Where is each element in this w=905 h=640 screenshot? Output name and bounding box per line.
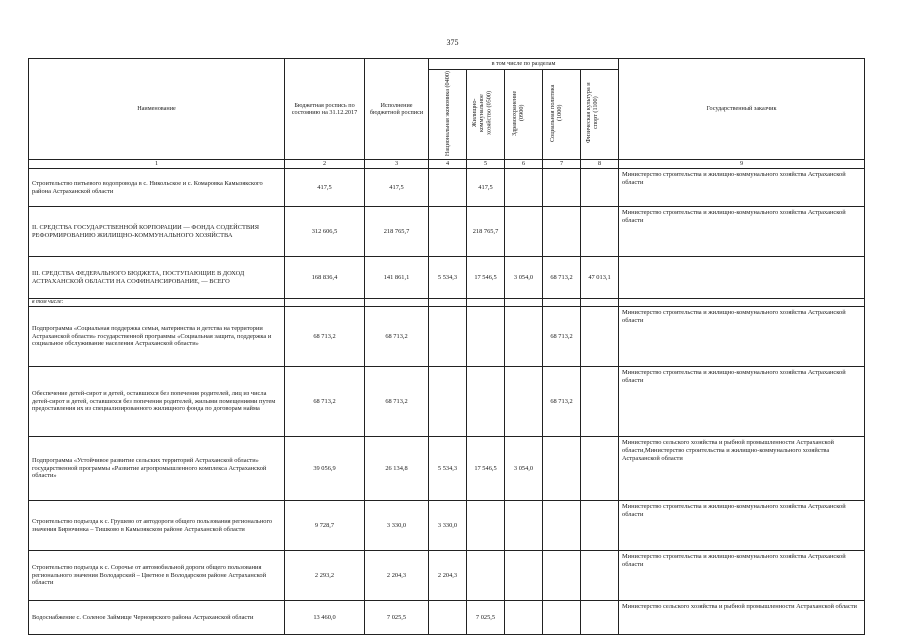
row-s1100 <box>581 501 619 551</box>
header-section-0500: Жилищно-коммунальное хозяйство (0500) <box>467 69 505 160</box>
row-customer: Министерство строительства и жилищно-коммунального хозяйства Астраханской области <box>619 501 865 551</box>
table-row <box>29 437 865 501</box>
row-s1100 <box>581 551 619 601</box>
page-number: 375 <box>446 38 459 47</box>
row-s0900 <box>505 307 543 367</box>
header-section-1100: Физическая культура и спорт (1100) <box>581 69 619 160</box>
row-s0900 <box>505 207 543 257</box>
row-s1100: 47 013,1 <box>581 257 619 299</box>
row-name: Подпрограмма «Устойчивое развитие сельских территорий Астраханской области» государственной программы «Развитие агропромышленного комплекса Астраханской области» <box>29 437 285 501</box>
row-budget: 168 836,4 <box>285 257 365 299</box>
note-row <box>29 299 865 307</box>
row-s0500: 7 025,5 <box>467 601 505 635</box>
row-customer: Министерство сельского хозяйства и рыбной промышленности Астраханской области,Министерство строительства и жилищно-коммунального хозяйства Астраханской области <box>619 437 865 501</box>
row-s0500: 17 546,5 <box>467 437 505 501</box>
budget-execution-table <box>28 58 865 635</box>
row-s0400: 5 534,3 <box>429 437 467 501</box>
row-name: Строительство подъезда к с. Сорочье от автомобильной дороги общего пользования регионального значения Володарский – Цветное в Володарском районе Астраханской области <box>29 551 285 601</box>
col-number: 7 <box>543 160 581 169</box>
row-s0500: 417,5 <box>467 169 505 207</box>
header-section-1000: Социальная политика (1000) <box>543 69 581 160</box>
col-number: 4 <box>429 160 467 169</box>
note-text: в том числе: <box>29 299 285 307</box>
row-s0400 <box>429 169 467 207</box>
row-s1000 <box>543 501 581 551</box>
row-budget: 39 056,9 <box>285 437 365 501</box>
row-s0500 <box>467 501 505 551</box>
row-s0500 <box>467 551 505 601</box>
row-customer: Министерство строительства и жилищно-коммунального хозяйства Астраханской области <box>619 367 865 437</box>
row-s0400: 3 330,0 <box>429 501 467 551</box>
row-s1100 <box>581 367 619 437</box>
table-row <box>29 501 865 551</box>
row-customer: Министерство строительства и жилищно-коммунального хозяйства Астраханской области <box>619 169 865 207</box>
row-s1000 <box>543 601 581 635</box>
row-budget: 9 728,7 <box>285 501 365 551</box>
col-number: 6 <box>505 160 543 169</box>
table-row <box>29 257 865 299</box>
header-customer: Государственный заказчик <box>619 59 865 160</box>
row-exec: 68 713,2 <box>365 367 429 437</box>
row-exec: 218 765,7 <box>365 207 429 257</box>
row-budget: 2 293,2 <box>285 551 365 601</box>
row-name: Строительство подъезда к с. Грушево от автодороги общего пользования регионального значения Бирючинка – Тишково в Камызякском районе Астраханской области <box>29 501 285 551</box>
table-row <box>29 367 865 437</box>
row-s1100 <box>581 437 619 501</box>
table-row <box>29 169 865 207</box>
row-name: Подпрограмма «Социальная поддержка семьи, материнства и детства на территории Астраханской области» государственной программы «Социальная защита, поддержка и социальное обслуживание населения Астраханской области» <box>29 307 285 367</box>
row-budget: 417,5 <box>285 169 365 207</box>
row-name: III. СРЕДСТВА ФЕДЕРАЛЬНОГО БЮДЖЕТА, ПОСТУПАЮЩИЕ В ДОХОД АСТРАХАНСКОЙ ОБЛАСТИ НА СОФИНАНСИРОВАНИЕ, — ВСЕГО <box>29 257 285 299</box>
row-customer: Министерство строительства и жилищно-коммунального хозяйства Астраханской области <box>619 307 865 367</box>
col-number: 9 <box>619 160 865 169</box>
row-s1000: 68 713,2 <box>543 307 581 367</box>
row-budget: 68 713,2 <box>285 367 365 437</box>
header-section-0400: Национальная экономика (0400) <box>429 69 467 160</box>
header-sections-group: в том числе по разделам <box>429 59 619 70</box>
row-s1100 <box>581 601 619 635</box>
header-name: Наименование <box>29 59 285 160</box>
col-number: 1 <box>29 160 285 169</box>
col-number: 8 <box>581 160 619 169</box>
row-s0900 <box>505 367 543 437</box>
row-name: Обеспечение детей-сирот и детей, оставшихся без попечения родителей, лиц из числа детей-сирот и детей, оставшихся без попечения родителей, жилыми помещениями путем предоставления их из специализированного жилищного фонда по договорам найма <box>29 367 285 437</box>
row-budget: 312 606,5 <box>285 207 365 257</box>
row-s1000: 68 713,2 <box>543 257 581 299</box>
row-s0400 <box>429 367 467 437</box>
row-s0900 <box>505 551 543 601</box>
row-s1000: 68 713,2 <box>543 367 581 437</box>
row-customer <box>619 257 865 299</box>
row-name: Строительство питьевого водопровода в с. Никольское и с. Комаровка Камызякского района Астраханской области <box>29 169 285 207</box>
row-name: Водоснабжение с. Соленое Займище Черноярского района Астраханской области <box>29 601 285 635</box>
row-s0400: 2 204,3 <box>429 551 467 601</box>
table-row <box>29 551 865 601</box>
row-customer: Министерство строительства и жилищно-коммунального хозяйства Астраханской области <box>619 207 865 257</box>
row-name: II. СРЕДСТВА ГОСУДАРСТВЕННОЙ КОРПОРАЦИИ — ФОНДА СОДЕЙСТВИЯ РЕФОРМИРОВАНИЮ ЖИЛИЩНО-КОММУНАЛЬНОГО ХОЗЯЙСТВА <box>29 207 285 257</box>
row-customer: Министерство строительства и жилищно-коммунального хозяйства Астраханской области <box>619 551 865 601</box>
row-s0500: 17 546,5 <box>467 257 505 299</box>
row-s1100 <box>581 207 619 257</box>
row-s1000 <box>543 207 581 257</box>
table-row <box>29 307 865 367</box>
row-budget: 68 713,2 <box>285 307 365 367</box>
row-s1000 <box>543 551 581 601</box>
row-s0500 <box>467 367 505 437</box>
row-exec: 3 330,0 <box>365 501 429 551</box>
row-exec: 141 861,1 <box>365 257 429 299</box>
row-s0400: 5 534,3 <box>429 257 467 299</box>
header-budget: Бюджетная роспись по состоянию на 31.12.2017 <box>285 59 365 160</box>
header-execution: Исполнение бюджетной росписи <box>365 59 429 160</box>
header-section-0900: Здравоохранение (0900) <box>505 69 543 160</box>
row-s0900 <box>505 501 543 551</box>
row-s0900: 3 054,0 <box>505 257 543 299</box>
row-s1000 <box>543 169 581 207</box>
col-number: 3 <box>365 160 429 169</box>
row-exec: 417,5 <box>365 169 429 207</box>
row-exec: 2 204,3 <box>365 551 429 601</box>
row-s0400 <box>429 307 467 367</box>
row-exec: 7 025,5 <box>365 601 429 635</box>
row-s0500: 218 765,7 <box>467 207 505 257</box>
col-number: 2 <box>285 160 365 169</box>
col-number: 5 <box>467 160 505 169</box>
table-row <box>29 207 865 257</box>
row-customer: Министерство сельского хозяйства и рыбной промышленности Астраханской области <box>619 601 865 635</box>
row-s0900: 3 054,0 <box>505 437 543 501</box>
row-s1100 <box>581 169 619 207</box>
table-row <box>29 601 865 635</box>
row-exec: 26 134,8 <box>365 437 429 501</box>
row-s0400 <box>429 207 467 257</box>
row-s0900 <box>505 169 543 207</box>
row-budget: 13 460,0 <box>285 601 365 635</box>
row-s1000 <box>543 437 581 501</box>
column-number-row <box>29 160 865 169</box>
row-s0400 <box>429 601 467 635</box>
row-exec: 68 713,2 <box>365 307 429 367</box>
row-s1100 <box>581 307 619 367</box>
row-s0900 <box>505 601 543 635</box>
row-s0500 <box>467 307 505 367</box>
